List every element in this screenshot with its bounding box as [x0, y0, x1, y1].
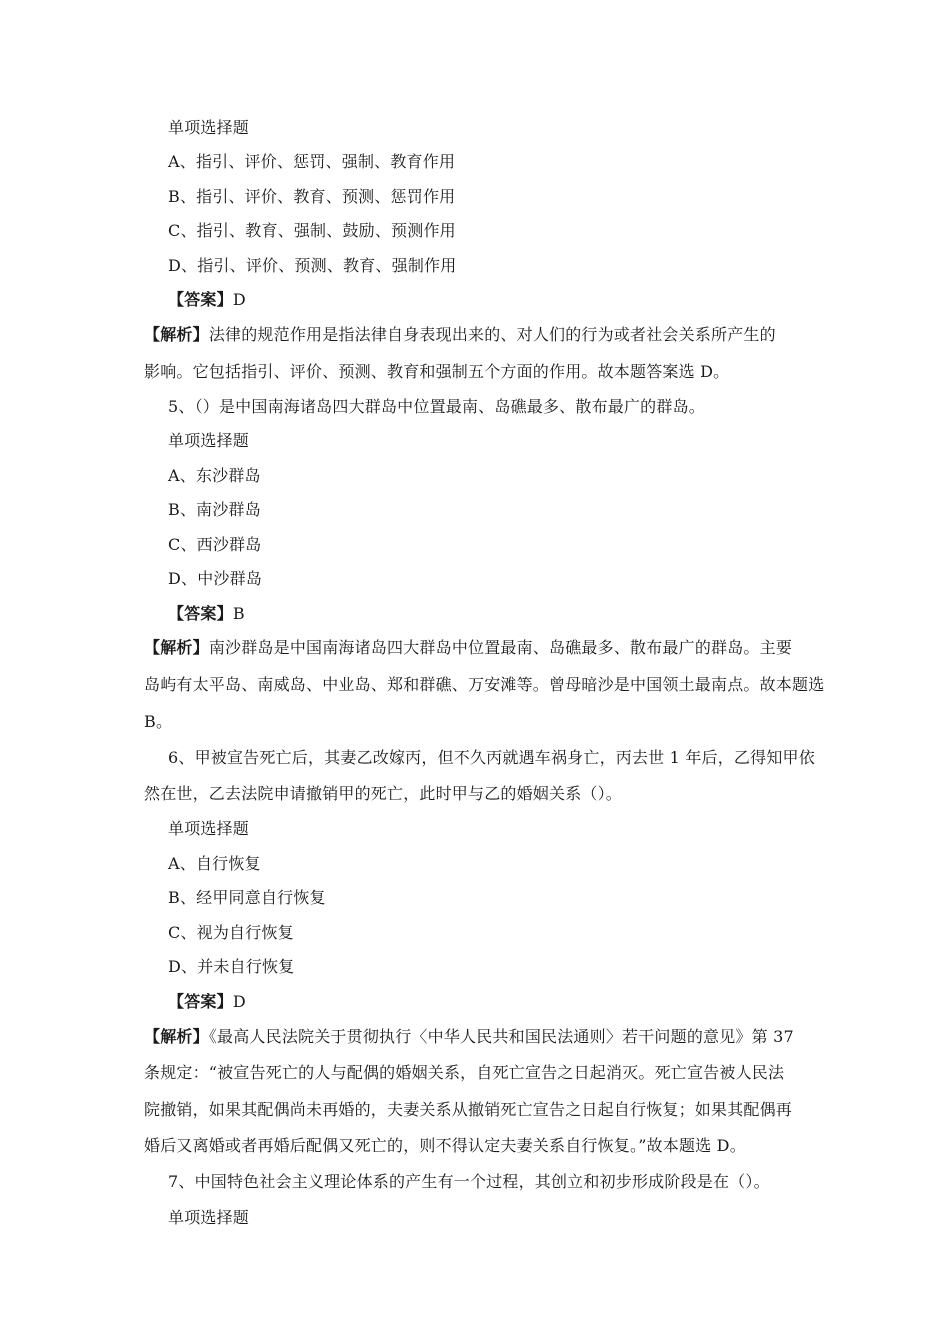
q5-analysis-line-1 — [144, 638, 792, 658]
q7-type: 单项选择题 — [168, 1208, 250, 1227]
q6-analysis-line-4: 婚后又离婚或者再婚后配偶又死亡的，则不得认定夫妻关系自行恢复。”故本题选 D。 — [144, 1136, 746, 1155]
q4-option-c: C、指引、教育、强制、鼓励、预测作用 — [168, 221, 456, 240]
q4-analysis-line-2: 影响。它包括指引、评价、预测、教育和强制五个方面的作用。故本题答案选 D。 — [144, 362, 730, 381]
q5-analysis-line-2: 岛屿有太平岛、南威岛、中业岛、郑和群礁、万安滩等。曾母暗沙是中国领土最南点。故本题选 — [144, 675, 825, 694]
q6-analysis-label: 【解析】 — [144, 1027, 209, 1046]
q7-stem: 7、中国特色社会主义理论体系的产生有一个过程，其创立和初步形成阶段是在（）。 — [168, 1172, 770, 1191]
q5-analysis-line-3: B。 — [144, 712, 173, 731]
q5-type: 单项选择题 — [168, 431, 250, 450]
q5-answer — [168, 604, 245, 624]
q4-type: 单项选择题 — [168, 118, 250, 137]
q6-option-b: B、经甲同意自行恢复 — [168, 888, 326, 907]
q6-analysis-text-1: 《最高人民法院关于贯彻执行〈中华人民共和国民法通则〉若干问题的意见》第 37 — [208, 1027, 794, 1046]
q6-analysis-line-3: 院撤销，如果其配偶尚未再婚的，夫妻关系从撤销死亡宣告之日起自行恢复；如果其配偶再 — [144, 1100, 793, 1119]
q4-option-d: D、指引、评价、预测、教育、强制作用 — [168, 256, 457, 275]
q4-analysis-line-1 — [144, 325, 776, 345]
q5-answer-label: 【答案】 — [168, 604, 233, 623]
q6-option-a: A、自行恢复 — [168, 854, 261, 873]
q4-answer-value: D — [232, 290, 246, 309]
q4-analysis-text-1: 法律的规范作用是指法律自身表现出来的、对人们的行为或者社会关系所产生的 — [208, 325, 776, 344]
q5-option-b: B、南沙群岛 — [168, 500, 261, 519]
q6-answer-value: D — [232, 992, 246, 1011]
q6-answer — [168, 992, 246, 1012]
q6-analysis-line-2: 条规定：“被宣告死亡的人与配偶的婚姻关系，自死亡宣告之日起消灭。死亡宣告被人民法 — [144, 1063, 785, 1082]
q4-answer-label: 【答案】 — [168, 290, 233, 309]
q5-stem: 5、（）是中国南海诸岛四大群岛中位置最南、岛礁最多、散布最广的群岛。 — [168, 397, 705, 416]
q4-analysis-label: 【解析】 — [144, 325, 209, 344]
q6-stem-line-1: 6、甲被宣告死亡后，其妻乙改嫁丙，但不久丙就遇车祸身亡，丙去世 1 年后，乙得知甲依 — [168, 748, 815, 767]
q5-answer-value: B — [232, 604, 245, 623]
q6-option-d: D、并未自行恢复 — [168, 957, 295, 976]
q4-option-a: A、指引、评价、惩罚、强制、教育作用 — [168, 152, 456, 171]
q5-analysis-text-1: 南沙群岛是中国南海诸岛四大群岛中位置最南、岛礁最多、散布最广的群岛。主要 — [208, 638, 793, 657]
q5-option-a: A、东沙群岛 — [168, 466, 261, 485]
q6-type: 单项选择题 — [168, 819, 250, 838]
q6-answer-label: 【答案】 — [168, 992, 233, 1011]
q6-option-c: C、视为自行恢复 — [168, 923, 294, 942]
q4-answer — [168, 290, 246, 310]
q6-stem-line-2: 然在世，乙去法院申请撤销甲的死亡，此时甲与乙的婚姻关系（）。 — [144, 784, 623, 803]
q5-option-d: D、中沙群岛 — [168, 569, 263, 588]
q5-analysis-label: 【解析】 — [144, 638, 209, 657]
q4-option-b: B、指引、评价、教育、预测、惩罚作用 — [168, 187, 456, 206]
q5-option-c: C、西沙群岛 — [168, 535, 262, 554]
q6-analysis-line-1 — [144, 1027, 794, 1047]
